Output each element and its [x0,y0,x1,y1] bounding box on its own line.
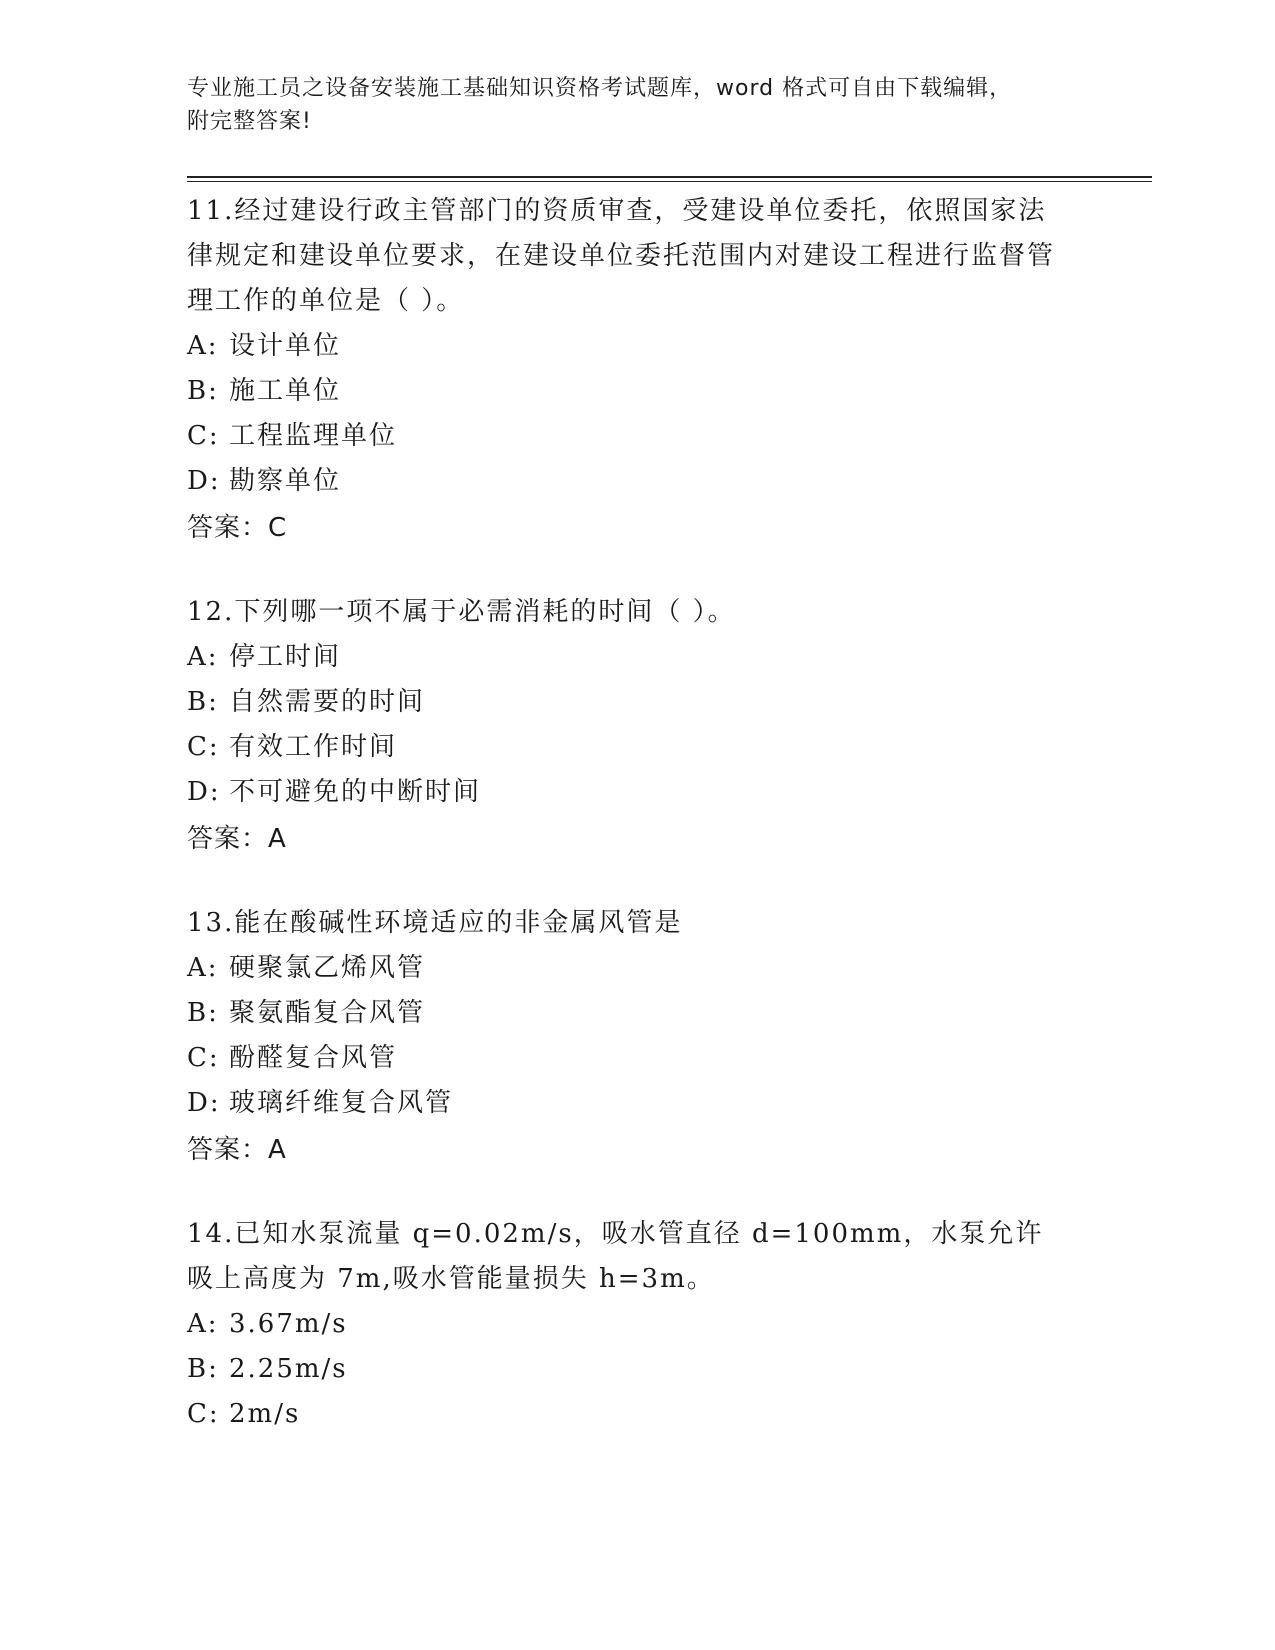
option-c [187,725,1067,770]
question-14 [187,1212,1067,1437]
header-title-line-2: 附完整答案! [187,109,312,134]
option-text: 停工时间 [229,642,342,672]
option-text: 工程监理单位 [229,421,398,451]
option-text: 设计单位 [229,331,342,361]
option-text: 自然需要的时间 [229,687,426,717]
option-letter: C: [187,732,220,762]
option-b [187,991,1067,1036]
option-letter: B: [187,998,219,1028]
option-a [187,324,1067,369]
option-text: 不可避免的中断时间 [229,777,482,807]
question-stem: 11.经过建设行政主管部门的资质审查，受建设单位委托，依照国家法律规定和建设单位要求，在建设单位委托范围内对建设工程进行监督管理工作的单位是（ ）。 [187,196,1056,316]
option-letter: A: [187,1309,219,1339]
question-stem: 13.能在酸碱性环境适应的非金属风管是 [187,908,683,938]
option-c [187,1036,1067,1081]
option-a [187,1302,1067,1347]
option-letter: A: [187,642,219,672]
option-text: 酚醛复合风管 [229,1043,398,1073]
question-12 [187,590,1067,863]
option-text: 聚氨酯复合风管 [229,998,426,1028]
option-letter: C: [187,1043,220,1073]
option-letter: A: [187,331,219,361]
option-text: 施工单位 [229,376,342,406]
option-a [187,635,1067,680]
question-list [187,189,1067,1475]
header-divider-thin [187,181,1152,182]
option-letter: D: [187,466,221,496]
header-title-line-1: 专业施工员之设备安装施工基础知识资格考试题库，word 格式可自由下载编辑， [187,76,1013,101]
option-b [187,1347,1067,1392]
option-c [187,1392,1067,1437]
question-11 [187,189,1067,552]
option-letter: C: [187,1399,220,1429]
answer-line: 答案：A [187,824,287,854]
question-13 [187,901,1067,1174]
option-letter: D: [187,777,221,807]
question-stem: 12.下列哪一项不属于必需消耗的时间（ ）。 [187,597,736,627]
option-text: 玻璃纤维复合风管 [229,1088,454,1118]
option-letter: D: [187,1088,221,1118]
option-text: 2m/s [229,1399,301,1429]
option-d [187,459,1067,504]
option-letter: C: [187,421,220,451]
answer-line: 答案：A [187,1135,287,1165]
question-stem: 14.已知水泵流量 q=0.02m/s，吸水管直径 d=100mm，水泵允许吸上高度为 7m,吸水管能量损失 h=3m。 [187,1219,1044,1294]
option-letter: B: [187,1354,219,1384]
option-a [187,946,1067,991]
option-text: 硬聚氯乙烯风管 [229,953,426,983]
option-text: 3.67m/s [229,1309,348,1339]
answer-line: 答案：C [187,513,288,543]
option-text: 有效工作时间 [229,732,398,762]
option-d [187,770,1067,815]
option-text: 2.25m/s [229,1354,348,1384]
option-letter: B: [187,687,219,717]
document-header [187,72,1087,138]
option-letter: B: [187,376,219,406]
option-c [187,414,1067,459]
header-divider-thick [187,176,1152,178]
option-d [187,1081,1067,1126]
option-b [187,680,1067,725]
option-b [187,369,1067,414]
option-text: 勘察单位 [229,466,342,496]
option-letter: A: [187,953,219,983]
